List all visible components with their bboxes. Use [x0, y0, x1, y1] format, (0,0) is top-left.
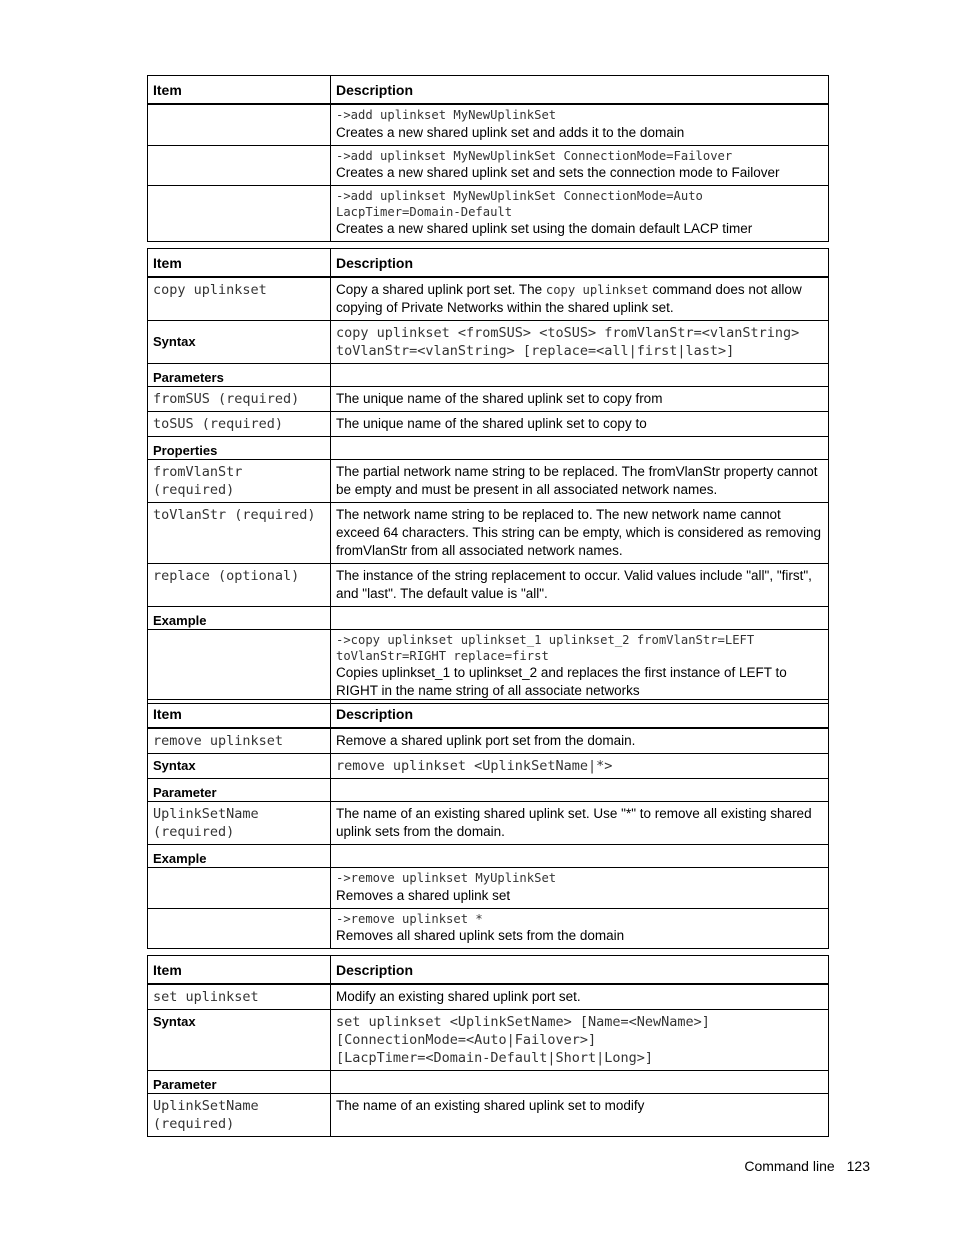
- syntax-code: remove uplinkset <UplinkSetName|*>: [331, 754, 829, 779]
- parameter-label: Parameter: [148, 1071, 331, 1094]
- table-header-row: [148, 700, 829, 729]
- table-row: [148, 728, 829, 754]
- remove-uplinkset-table: [147, 699, 829, 949]
- empty-cell: [148, 908, 331, 949]
- example-code: ->remove uplinkset MyUplinkSet: [336, 871, 557, 885]
- table-row: [148, 321, 829, 364]
- empty-cell: [148, 145, 331, 186]
- parameter-name: toSUS (required): [148, 412, 331, 437]
- section-row: [148, 607, 829, 630]
- empty-cell: [148, 186, 331, 242]
- add-uplinkset-examples-table: [147, 75, 829, 242]
- parameter-name: UplinkSetName (required): [148, 1094, 331, 1137]
- set-uplinkset-table: [147, 955, 829, 1137]
- syntax-code: set uplinkset <UplinkSetName> [Name=<NewName>] [ConnectionMode=<Auto|Failover>] [LacpTimer=<Domain-Default|Short|Long>]: [331, 1010, 829, 1071]
- section-row: [148, 364, 829, 387]
- item-header: Item: [148, 76, 331, 105]
- command-description-text: command does not allow copying of Private Networks within the shared uplink set.: [336, 282, 802, 315]
- command-name: set uplinkset: [148, 984, 331, 1010]
- table-header-row: [148, 249, 829, 278]
- parameter-description: The unique name of the shared uplink set to copy to: [331, 412, 829, 437]
- inline-code: copy uplinkset: [545, 283, 649, 297]
- property-description: The network name string to be replaced to. The new network name cannot exceed 64 characters. This string can be empty, which is considered as removing fromVlanStr from all associated network names.: [331, 503, 829, 564]
- table-row: [148, 104, 829, 145]
- section-row: [148, 845, 829, 868]
- section-row: [148, 779, 829, 802]
- copy-uplinkset-table: [147, 248, 829, 704]
- empty-cell: [148, 868, 331, 909]
- section-row: [148, 1071, 829, 1094]
- empty-cell: [331, 607, 829, 630]
- table-header-row: [148, 76, 829, 105]
- property-name: fromVlanStr (required): [148, 460, 331, 503]
- example-description: Creates a new shared uplink set and sets the connection mode to Failover: [336, 165, 780, 180]
- parameter-description: The name of an existing shared uplink set. Use "*" to remove all existing shared uplink sets from the domain.: [331, 802, 829, 845]
- property-description: The instance of the string replacement to occur. Valid values include "all", "first", and "last". The default value is "all".: [331, 564, 829, 607]
- command-name: copy uplinkset: [148, 277, 331, 321]
- command-description: [331, 277, 829, 321]
- table-row: [148, 412, 829, 437]
- parameter-description: The name of an existing shared uplink set to modify: [331, 1094, 829, 1137]
- table-row: [148, 754, 829, 779]
- table-row: [148, 630, 829, 704]
- syntax-label: Syntax: [148, 754, 331, 779]
- description-header: Description: [331, 956, 829, 985]
- command-name: remove uplinkset: [148, 728, 331, 754]
- table-row: [148, 277, 829, 321]
- example-code: ->add uplinkset MyNewUplinkSet ConnectionMode=Auto LacpTimer=Domain-Default: [336, 189, 703, 219]
- table-row: [148, 460, 829, 503]
- property-name: toVlanStr (required): [148, 503, 331, 564]
- parameters-label: Parameters: [148, 364, 331, 387]
- syntax-label: Syntax: [148, 321, 331, 364]
- table-row: [148, 564, 829, 607]
- parameter-description: The unique name of the shared uplink set to copy from: [331, 387, 829, 412]
- properties-label: Properties: [148, 437, 331, 460]
- description-header: Description: [331, 76, 829, 105]
- example-description: Removes a shared uplink set: [336, 887, 511, 903]
- table-row: [148, 387, 829, 412]
- parameter-label: Parameter: [148, 779, 331, 802]
- command-description-text: Copy a shared uplink port set. The: [336, 282, 546, 297]
- property-description: The partial network name string to be replaced. The fromVlanStr property cannot be empty and must be present in all associated network names.: [331, 460, 829, 503]
- example-code: ->copy uplinkset uplinkset_1 uplinkset_2 fromVlanStr=LEFT toVlanStr=RIGHT replace=first: [336, 633, 755, 663]
- example-cell: [331, 145, 829, 186]
- example-description: Removes all shared uplink sets from the domain: [336, 928, 625, 943]
- page-number: 123: [846, 1158, 870, 1174]
- empty-cell: [331, 1071, 829, 1094]
- empty-cell: [331, 437, 829, 460]
- description-header: Description: [331, 700, 829, 729]
- example-code: ->add uplinkset MyNewUplinkSet: [336, 108, 557, 122]
- table-row: [148, 868, 829, 909]
- item-header: Item: [148, 956, 331, 985]
- example-cell: [331, 104, 829, 145]
- example-label: Example: [148, 845, 331, 868]
- description-header: Description: [331, 249, 829, 278]
- section-row: [148, 437, 829, 460]
- table-row: [148, 908, 829, 949]
- table-row: [148, 1010, 829, 1071]
- parameter-name: fromSUS (required): [148, 387, 331, 412]
- table-row: [148, 145, 829, 186]
- table-row: [148, 984, 829, 1010]
- table-row: [148, 503, 829, 564]
- example-code: ->remove uplinkset *: [336, 911, 483, 926]
- example-cell: [331, 186, 829, 242]
- page-footer: [744, 1158, 870, 1174]
- item-header: Item: [148, 249, 331, 278]
- command-description: Remove a shared uplink port set from the domain.: [331, 728, 829, 754]
- example-label: Example: [148, 607, 331, 630]
- property-name: replace (optional): [148, 564, 331, 607]
- table-header-row: [148, 956, 829, 985]
- footer-section-title: Command line: [744, 1158, 835, 1174]
- empty-cell: [331, 845, 829, 868]
- empty-cell: [148, 630, 331, 704]
- example-code: ->add uplinkset MyNewUplinkSet ConnectionMode=Failover: [336, 148, 733, 163]
- table-row: [148, 802, 829, 845]
- table-row: [148, 1094, 829, 1137]
- example-description: Creates a new shared uplink set and adds it to the domain: [336, 124, 685, 140]
- example-cell: [331, 868, 829, 909]
- item-header: Item: [148, 700, 331, 729]
- parameter-name: UplinkSetName (required): [148, 802, 331, 845]
- example-description: Creates a new shared uplink set using the domain default LACP timer: [336, 221, 753, 236]
- empty-cell: [331, 364, 829, 387]
- command-description: Modify an existing shared uplink port set.: [331, 984, 829, 1010]
- empty-cell: [148, 104, 331, 145]
- example-cell: [331, 630, 829, 704]
- table-row: [148, 186, 829, 242]
- example-description: Copies uplinkset_1 to uplinkset_2 and replaces the first instance of LEFT to RIGHT in the name string of all associate networks: [336, 665, 787, 698]
- example-cell: [331, 908, 829, 949]
- syntax-code: copy uplinkset <fromSUS> <toSUS> fromVlanStr=<vlanString> toVlanStr=<vlanString> [replace=<all|first|last>]: [331, 321, 829, 364]
- empty-cell: [331, 779, 829, 802]
- syntax-label: Syntax: [148, 1010, 331, 1071]
